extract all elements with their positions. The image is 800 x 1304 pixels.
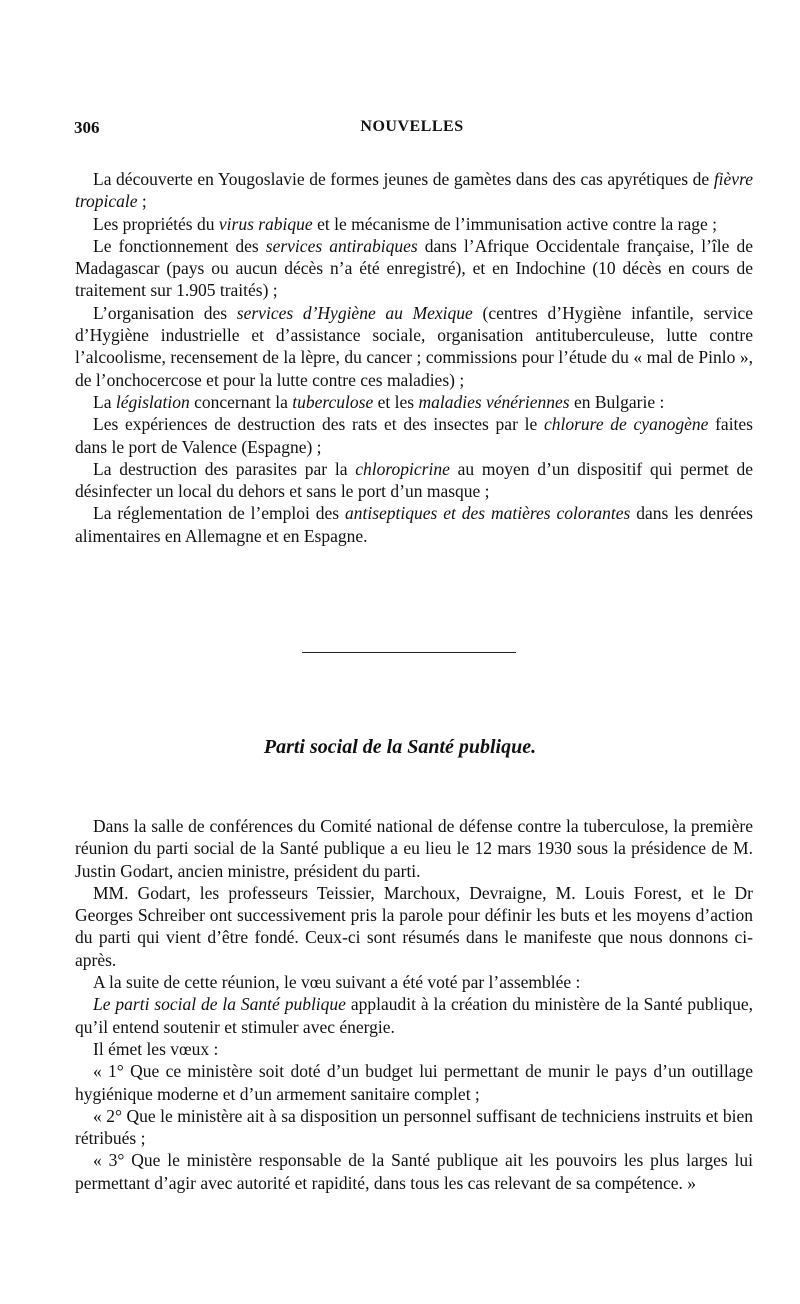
news-item: Les expériences de destruction des rats et des insectes par le chlorure de cyanogène faites dans le port de Valence (Espagne) ;: [75, 414, 753, 457]
paragraph: « 1° Que ce ministère soit doté d’un budget lui permettant de munir le pays d’un outillage hygiénique moderne et d’un armement sanitaire complet ;: [75, 1061, 753, 1104]
paragraph: « 3° Que le ministère responsable de la Santé publique ait les pouvoirs les plus larges lui permettant d’agir avec autorité et rapidité, dans tous les cas relevant de sa compétence. »: [75, 1150, 753, 1193]
news-item: La destruction des parasites par la chloropicrine au moyen d’un dispositif qui permet de désinfecter un local du dehors et sans le port d’un masque ;: [75, 458, 753, 502]
paragraph: Il émet les vœux :: [93, 1038, 219, 1059]
paragraph: Dans la salle de conférences du Comité national de défense contre la tuberculose, la première réunion du parti social de la Santé publique a eu lieu le 12 mars 1930 sous la présidence de M. Justin Godart, ancien ministre, président du parti.: [75, 816, 753, 881]
news-list: [75, 168, 753, 547]
news-item: La découverte en Yougoslavie de formes jeunes de gamètes dans des cas apyrétiques de fièvre tropicale ;: [75, 169, 753, 212]
news-item: La législation concernant la tuberculose et les maladies vénériennes en Bulgarie :: [93, 391, 665, 412]
page-header: [74, 118, 750, 144]
paragraph: A la suite de cette réunion, le vœu suivant a été voté par l’assemblée :: [93, 972, 581, 993]
news-item: L’organisation des services d’Hygiène au Mexique (centres d’Hygiène infantile, service d’Hygiène industrielle et d’assistance sociale, organisation antituberculeuse, lutte contre l’alcoolisme, recensement de la lèpre, du cancer ; commissions pour l’étude du « mal de Pinlo », de l’onchocercose et pour la lutte contre ces maladies) ;: [75, 302, 754, 390]
running-title: NOUVELLES: [360, 118, 464, 135]
news-item: Les propriétés du virus rabique et le mécanisme de l’immunisation active contre la rage ;: [93, 213, 717, 234]
page-number: 306: [74, 118, 100, 137]
paragraph: « 2° Que le ministère ait à sa disposition un personnel suffisant de techniciens instruits et bien rétribués ;: [75, 1105, 753, 1149]
paragraph: MM. Godart, les professeurs Teissier, Marchoux, Devraigne, M. Louis Forest, et le Dr Georges Schreiber ont successivement pris la parole pour définir les buts et les moyens d’action du parti qui vient d’être fondé. Ceux-ci sont résumés dans le manifeste que nous donnons ci-après.: [75, 882, 753, 970]
section-heading: Parti social de la Santé publique.: [263, 736, 537, 758]
section-body: [75, 815, 753, 1194]
news-item: La réglementation de l’emploi des antiseptiques et des matières colorantes dans les denrées alimentaires en Allemagne et en Espagne.: [75, 503, 753, 546]
section-divider: [302, 652, 516, 653]
news-item: Le fonctionnement des services antirabiques dans l’Afrique Occidentale française, l’île de Madagascar (pays ou aucun décès n’a été enregistré), et en Indochine (10 décès en cours de traitement sur 1.905 traités) ;: [75, 235, 753, 301]
paragraph: Le parti social de la Santé publique applaudit à la création du ministère de la Santé publique, qu’il entend soutenir et stimuler avec énergie.: [75, 994, 753, 1037]
